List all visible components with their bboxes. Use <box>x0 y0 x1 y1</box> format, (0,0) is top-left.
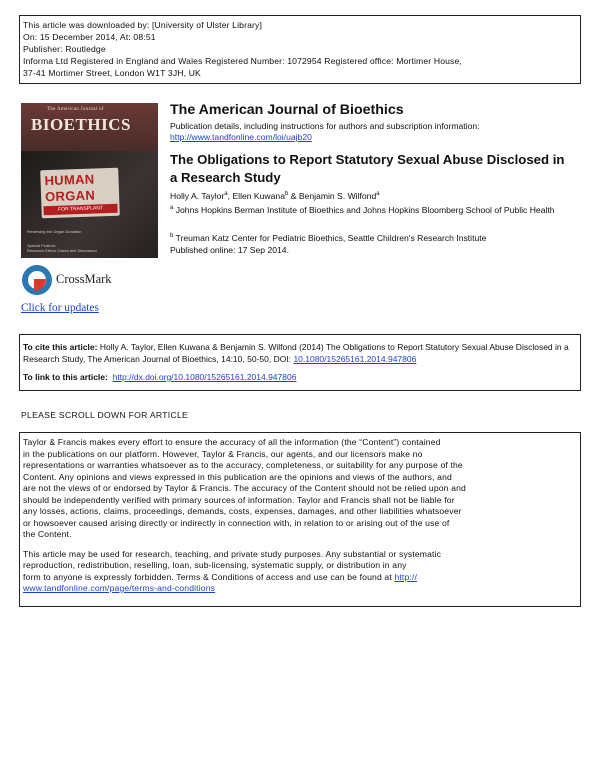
download-line: This article was downloaded by: [University of Ulster Library] <box>23 20 263 30</box>
cover-small-title: The American Journal of <box>47 107 104 112</box>
crossmark-logo[interactable] <box>22 265 132 299</box>
cover-caption-a: Reviewing the Organ Donation <box>27 229 82 234</box>
disclaimer-line <box>23 572 577 584</box>
disclaimer-line: or howsoever caused arising directly or indirectly in connection with, in relation to or arising out of the use of <box>23 517 450 528</box>
download-line: On: 15 December 2014, At: 08:51 <box>23 32 156 43</box>
cover-caption-b <box>27 243 97 253</box>
disclaimer-paragraph-1 <box>23 437 577 541</box>
journal-cover-image <box>21 103 158 258</box>
author-affil-mark: a <box>224 191 228 197</box>
crossmark-label: CrossMark <box>56 272 112 286</box>
author-name: Ellen Kuwana <box>232 191 285 201</box>
download-line: 37-41 Mortimer Street, London W1T 3JH, UK <box>23 68 201 79</box>
affiliation-text: Treuman Katz Center for Pediatric Bioethics, Seattle Children's Research Institute <box>175 233 487 243</box>
cover-big-title: BIOETHICS <box>31 115 131 134</box>
terms-link-part2[interactable]: www.tandfonline.com/page/terms-and-conditions <box>23 583 216 593</box>
crossmark-icon <box>22 265 52 295</box>
disclaimer-text: form to anyone is expressly forbidden. Terms & Conditions of access and use can be found at <box>23 571 392 582</box>
disclaimer-line: Content. Any opinions and views expressed in this publication are the opinions and views of the authors, and <box>23 471 452 482</box>
crossmark-icon-wedge <box>34 279 46 291</box>
cover-tag-line1: HUMAN <box>44 171 95 189</box>
disclaimer-box <box>19 432 581 607</box>
affiliation-text: Johns Hopkins Berman Institute of Bioethics and Johns Hopkins Bloomberg School of Public Health <box>175 205 555 215</box>
published-online: Published online: 17 Sep 2014. <box>170 245 289 255</box>
cover-caption-b-line: Special Feature: <box>27 243 57 248</box>
disclaimer-line: This article may be used for research, teaching, and private study purposes. Any substantial or systematic <box>23 548 442 559</box>
affiliation-mark: a <box>170 205 174 211</box>
disclaimer-line: are not the views of or endorsed by Taylor & Francis. The accuracy of the Content should not be relied upon and <box>23 483 466 493</box>
author-list: Holly A. Taylor$^a$, Ellen Kuwana$^b$ & Benjamin S. Wilfond$^a$ <box>170 191 380 201</box>
terms-link-part1[interactable]: http:// <box>394 571 418 582</box>
cover-caption-c-line: Research Ethics Cases and Discussion <box>27 248 97 253</box>
author-affil-mark: b <box>284 191 289 197</box>
doi-link[interactable]: 10.1080/15265161.2014.947806 <box>293 354 417 364</box>
article-title: The Obligations to Report Statutory Sexual Abuse Disclosed in a Research Study <box>170 152 565 185</box>
article-link[interactable]: http://dx.doi.org/10.1080/15265161.2014.947806 <box>112 372 297 382</box>
link-label: To link to this article: <box>23 372 108 382</box>
click-for-updates-link[interactable]: Click for updates <box>21 302 99 314</box>
affiliation-a <box>170 205 580 217</box>
cover-tag-line2: ORGAN <box>44 187 96 205</box>
disclaimer-line: Taylor & Francis makes every effort to ensure the accuracy of all the information (the “Content”) contained <box>23 437 441 447</box>
journal-url-link[interactable]: http://www.tandfonline.com/loi/uajb20 <box>170 132 312 142</box>
publication-details: Publication details, including instructions for authors and subscription information: <box>170 121 480 131</box>
disclaimer-line: reproduction, redistribution, reselling, loan, sub-licensing, systematic supply, or distribution in any <box>23 560 407 570</box>
link-row <box>23 371 577 383</box>
affiliation-b <box>170 233 580 245</box>
disclaimer-line: in the publications on our platform. However, Taylor & Francis, our agents, and our licensors make no <box>23 448 423 459</box>
author-name: Holly A. Taylor <box>170 191 225 201</box>
journal-title: The American Journal of Bioethics <box>170 102 404 118</box>
disclaimer-line: should be independently verified with primary sources of information. Taylor and Francis shall not be liable for <box>23 494 455 505</box>
download-line: Informa Ltd Registered in England and Wales Registered Number: 1072954 Registered office: Mortimer House, <box>23 56 462 67</box>
citation-box <box>19 334 581 391</box>
cite-label: To cite this article: <box>23 342 98 352</box>
author-name: Benjamin S. Wilfond <box>298 191 377 201</box>
disclaimer-line: representations or warranties whatsoever as to the accuracy, completeness, or suitability for any purpose of the <box>23 460 463 470</box>
scroll-notice: PLEASE SCROLL DOWN FOR ARTICLE <box>21 410 189 420</box>
disclaimer-paragraph-2 <box>23 549 577 595</box>
cover-organ-tag <box>40 168 120 219</box>
download-line: Publisher: Routledge <box>23 44 106 55</box>
disclaimer-line: any losses, actions, claims, proceedings, demands, costs, expenses, damages, and other liabilities whatsoever <box>23 506 462 516</box>
cite-row <box>23 341 577 365</box>
disclaimer-line: the Content. <box>23 529 72 539</box>
affiliation-mark: b <box>170 233 174 239</box>
cover-tag-line3: FOR TRANSPLANT <box>43 204 117 216</box>
author-affil-mark: a <box>376 191 380 197</box>
download-info-box <box>19 15 581 84</box>
cite-text: Holly A. Taylor, Ellen Kuwana & Benjamin S. Wilfond (2014) The Obligations to Report Statutory Sexual Abuse Disclosed in a Research Study, The American Journal of Bioethics, 14:10, 50-50, DOI: <box>23 342 569 364</box>
disclaimer-line <box>23 583 577 595</box>
